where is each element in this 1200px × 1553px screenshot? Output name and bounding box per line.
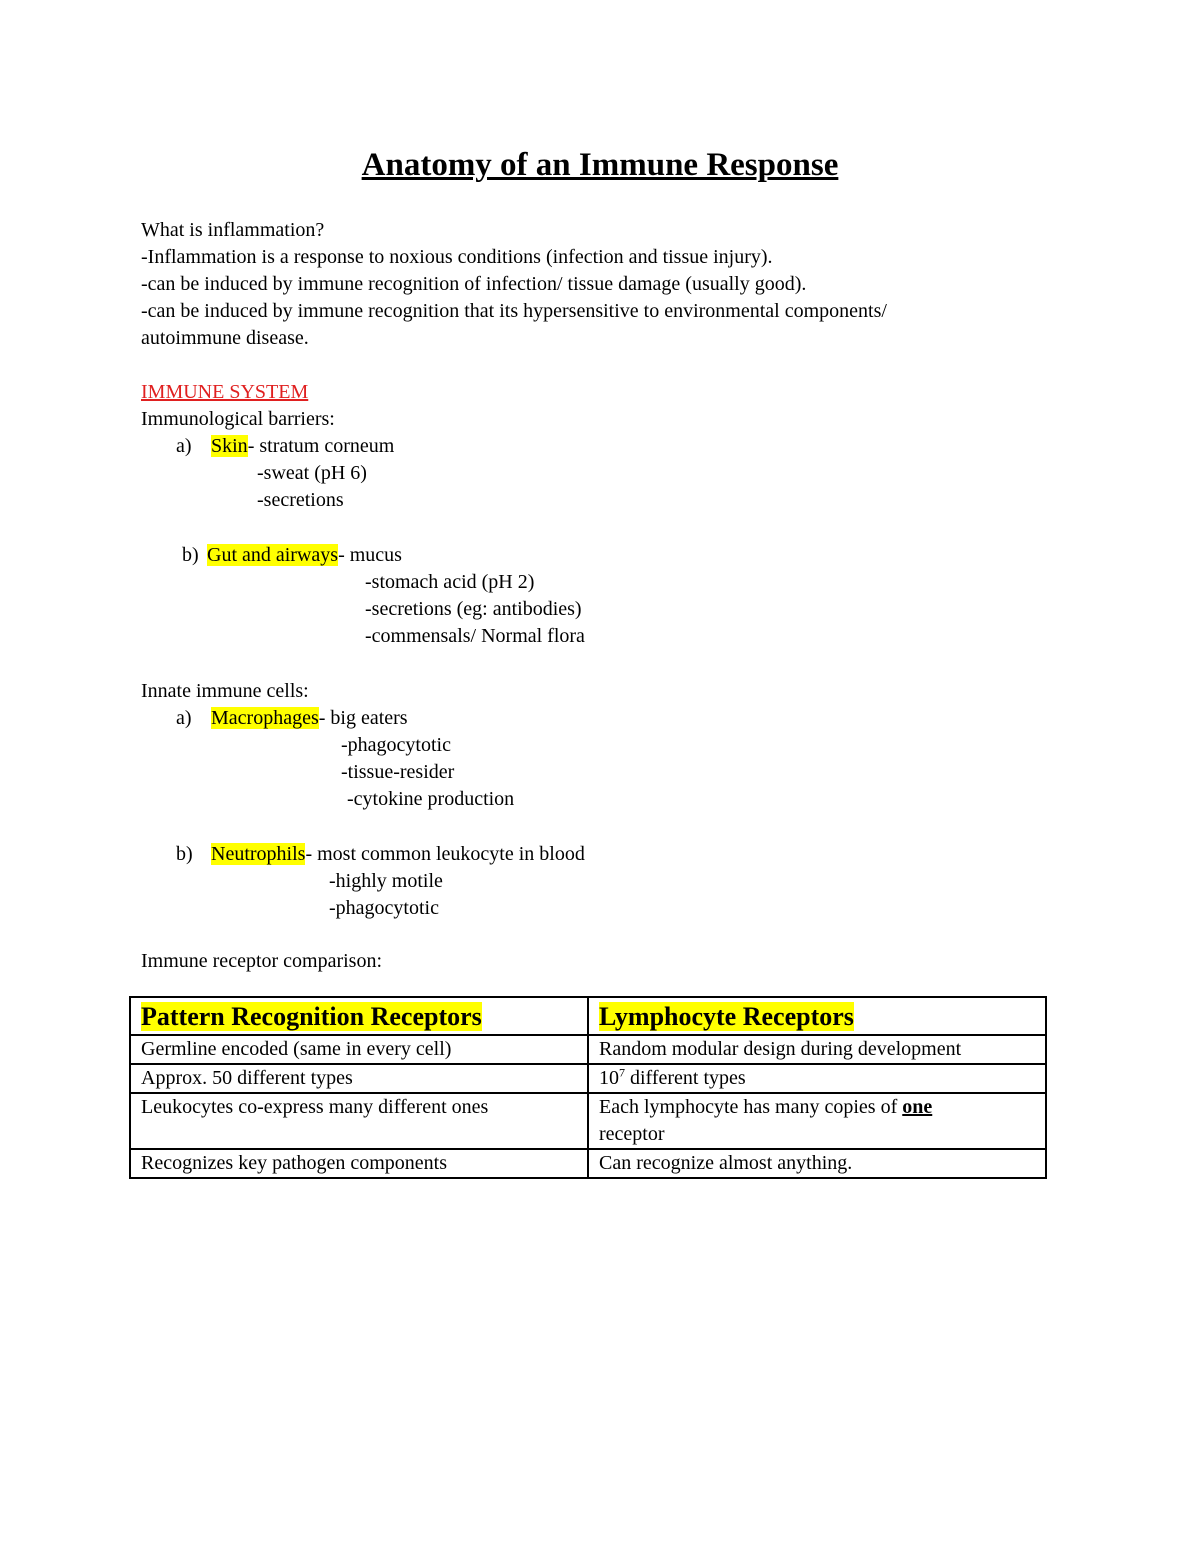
- intro-line: -can be induced by immune recognition of infection/ tissue damage (usually good).: [141, 273, 807, 295]
- gut-first: - mucus: [338, 544, 402, 566]
- table-header-cell: [130, 997, 588, 1035]
- gut-term: Gut and airways: [207, 544, 339, 566]
- innate-label: Innate immune cells:: [141, 680, 309, 702]
- table-cell: [588, 1093, 1046, 1149]
- macrophages-detail: -phagocytotic: [341, 734, 451, 756]
- intro-question: What is inflammation?: [141, 219, 325, 241]
- receptor-comparison-table: [129, 996, 1047, 1179]
- neutrophils-term: Neutrophils: [211, 843, 306, 865]
- table-cell: Random modular design during development: [588, 1035, 1046, 1064]
- exponent: 7: [619, 1065, 625, 1080]
- section-heading-immune-system: IMMUNE SYSTEM: [141, 381, 309, 403]
- macrophages-term: Macrophages: [211, 707, 319, 729]
- skin-detail: -secretions: [257, 489, 344, 511]
- skin-detail: -sweat (pH 6): [257, 462, 367, 484]
- list-marker: b): [176, 843, 193, 865]
- cell-text: Each lymphocyte has many copies of: [599, 1096, 903, 1118]
- skin-item: [211, 433, 394, 460]
- gut-detail: -secretions (eg: antibodies): [365, 598, 582, 620]
- header-prr: Pattern Recognition Receptors: [141, 1002, 482, 1031]
- intro-line: -can be induced by immune recognition that its hypersensitive to environmental components/: [141, 300, 887, 322]
- table-cell: Leukocytes co-express many different ones: [130, 1093, 588, 1149]
- gut-detail: -stomach acid (pH 2): [365, 571, 535, 593]
- cell-text: receptor: [599, 1123, 665, 1145]
- macrophages-detail: -cytokine production: [347, 788, 515, 810]
- table-cell: [588, 1064, 1046, 1093]
- macrophages-item: [211, 705, 408, 732]
- table-header-cell: [588, 997, 1046, 1035]
- table-cell: Approx. 50 different types: [130, 1064, 588, 1093]
- macrophages-detail: -tissue-resider: [341, 761, 455, 783]
- table-cell: Germline encoded (same in every cell): [130, 1035, 588, 1064]
- macrophages-first: - big eaters: [318, 707, 408, 729]
- intro-line: autoimmune disease.: [141, 327, 309, 349]
- neutrophils-detail: -phagocytotic: [329, 897, 439, 919]
- table-header-row: [130, 997, 1046, 1035]
- gut-item: [207, 542, 402, 569]
- list-marker: a): [176, 707, 192, 729]
- page-title: Anatomy of an Immune Response: [361, 147, 839, 183]
- emphasis-one: one: [902, 1096, 933, 1118]
- neutrophils-detail: -highly motile: [329, 870, 443, 892]
- comparison-label: Immune receptor comparison:: [141, 950, 383, 972]
- skin-first: - stratum corneum: [247, 435, 395, 457]
- table-row: [130, 1064, 1046, 1093]
- table-row: [130, 1149, 1046, 1178]
- header-lymphocyte: Lymphocyte Receptors: [599, 1002, 854, 1031]
- intro-line: -Inflammation is a response to noxious conditions (infection and tissue injury).: [141, 246, 773, 268]
- list-marker: a): [176, 435, 192, 457]
- exponent-base: 10: [599, 1067, 619, 1089]
- neutrophils-item: [211, 841, 585, 868]
- table-row: [130, 1093, 1046, 1149]
- skin-term: Skin: [211, 435, 248, 457]
- table-cell: Can recognize almost anything.: [588, 1149, 1046, 1178]
- neutrophils-first: - most common leukocyte in blood: [305, 843, 585, 865]
- table-row: [130, 1035, 1046, 1064]
- list-marker: b): [182, 544, 199, 566]
- barriers-label: Immunological barriers:: [141, 408, 335, 430]
- cell-text: different types: [625, 1067, 746, 1089]
- table-cell: Recognizes key pathogen components: [130, 1149, 588, 1178]
- gut-detail: -commensals/ Normal flora: [365, 625, 585, 647]
